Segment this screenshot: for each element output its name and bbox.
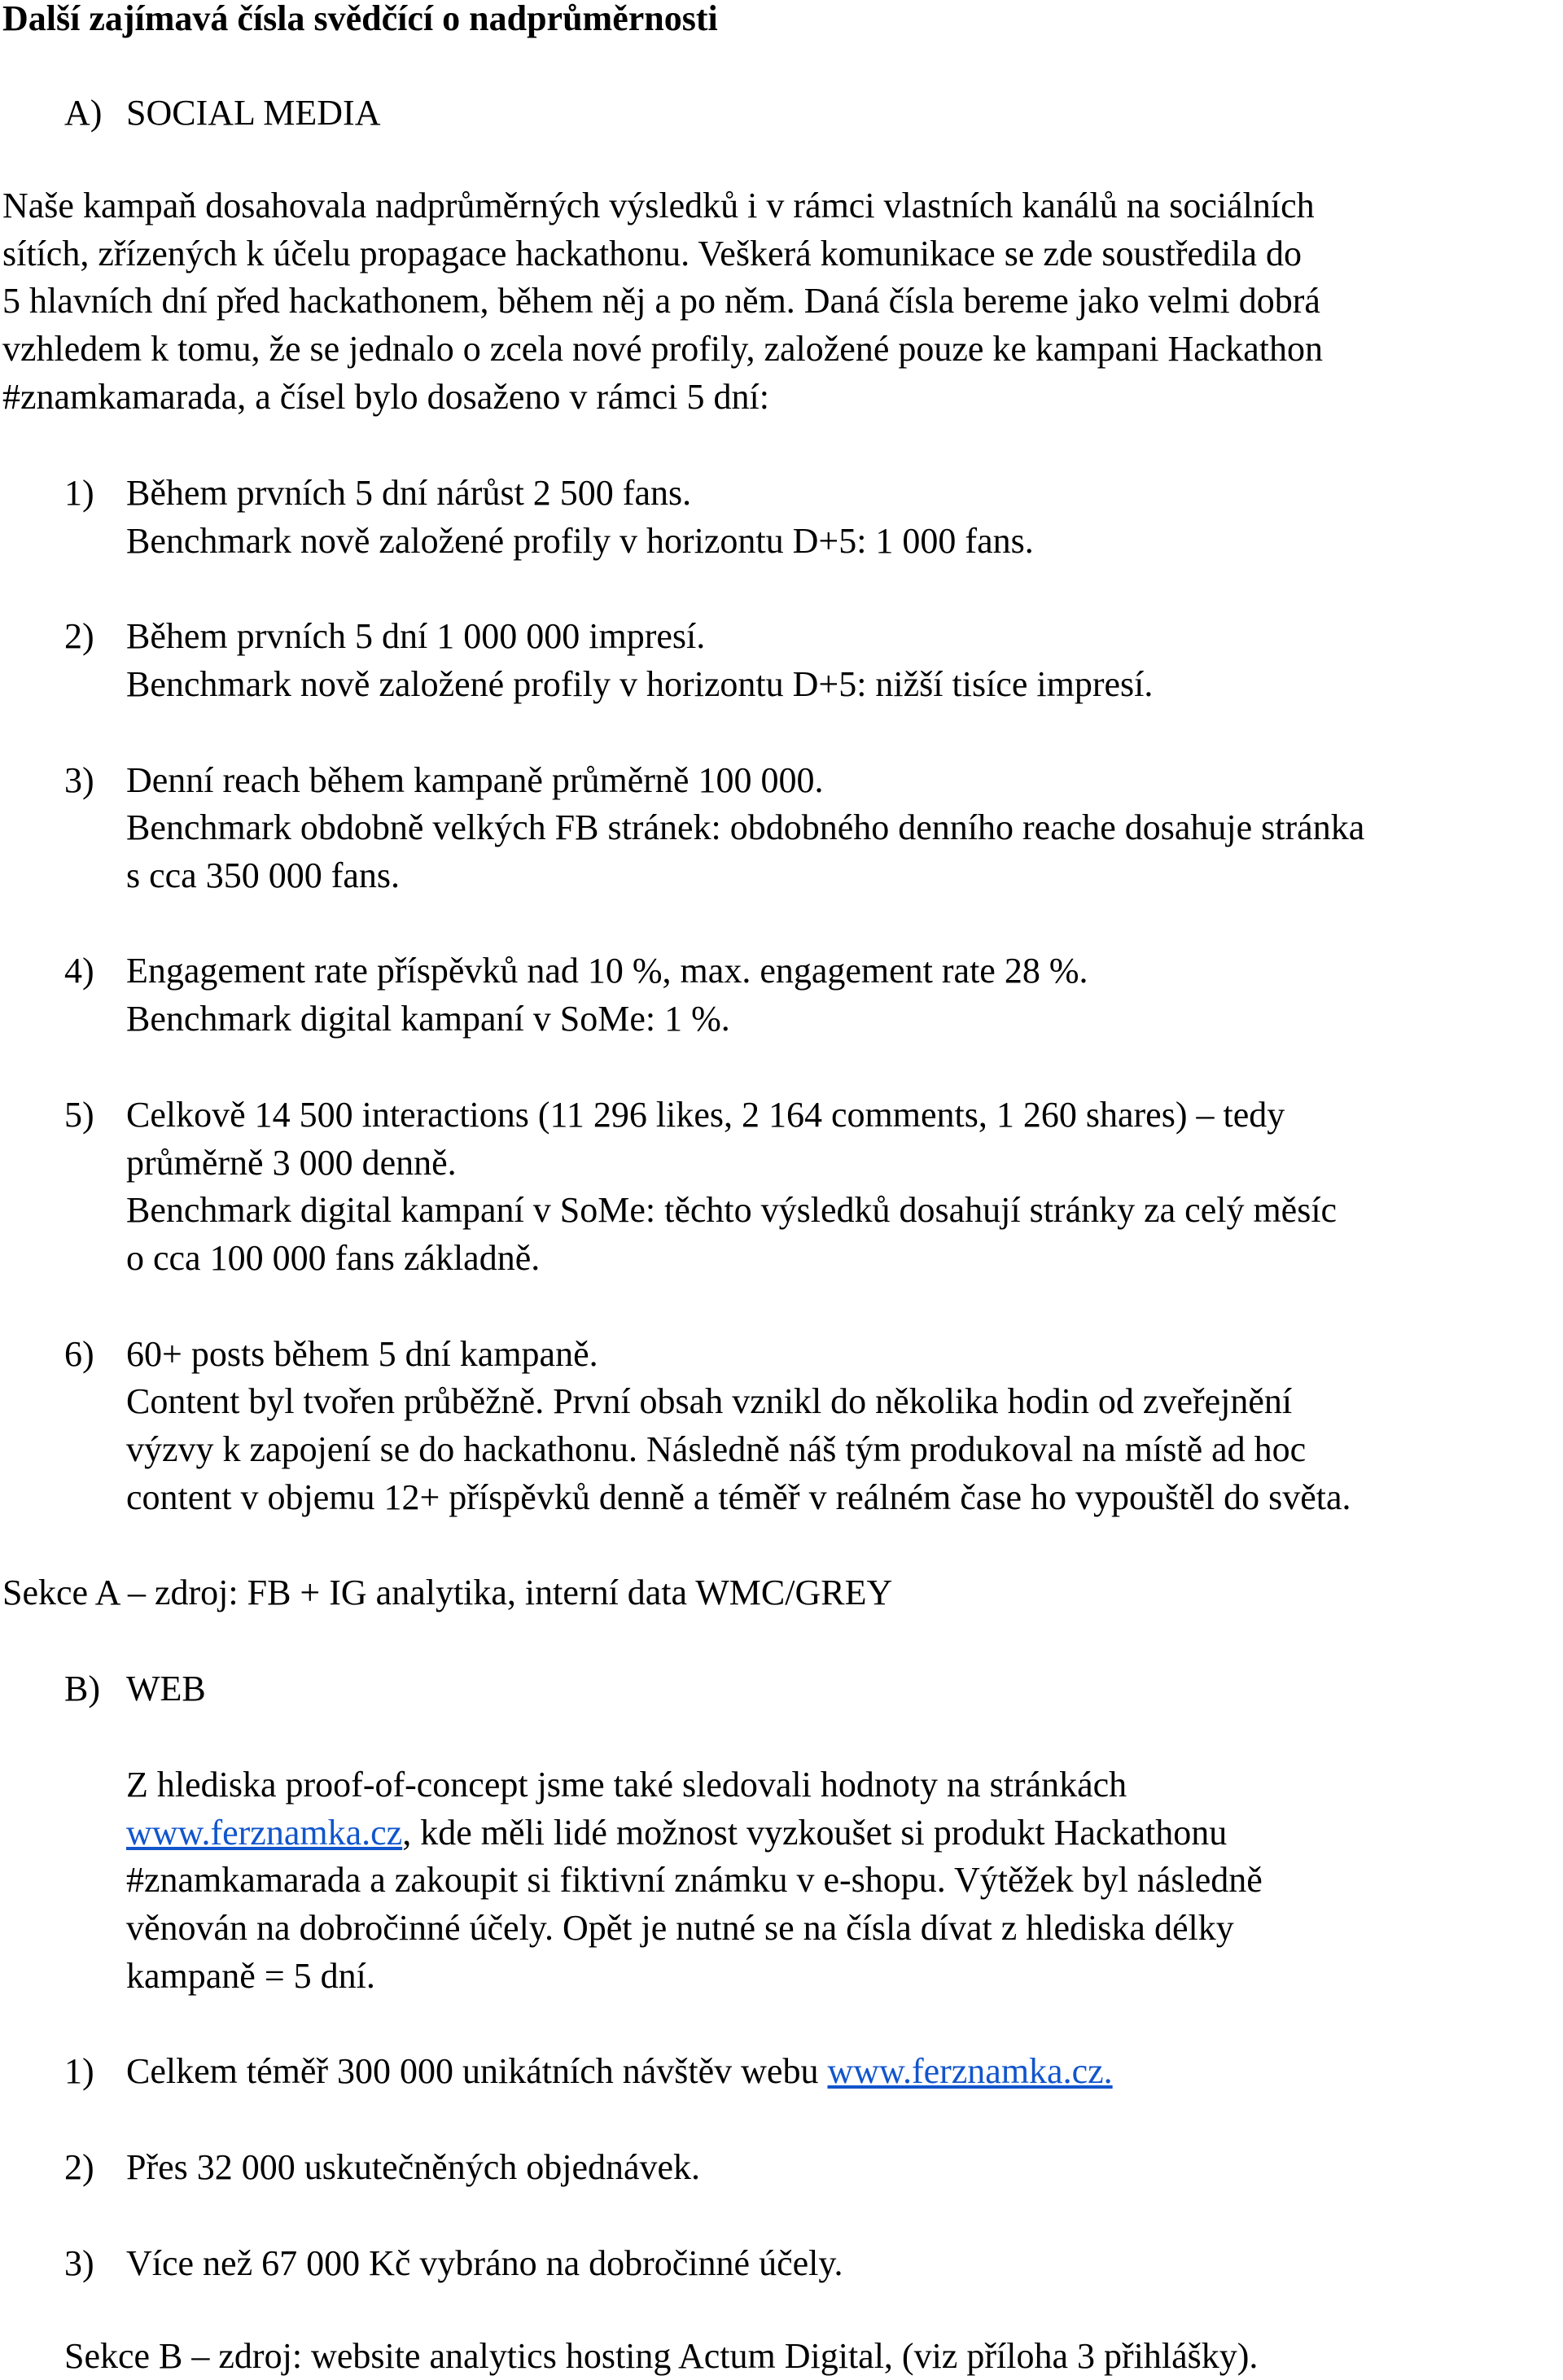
list-item-line: Benchmark obdobně velkých FB stránek: obdobného denního reache dosahuje stránka: [126, 807, 1365, 847]
intro-line: [126, 1809, 1227, 1857]
list-item-line: Benchmark nově založené profily v horizontu D+5: nižší tisíce impresí.: [126, 664, 1154, 704]
list-item-line: Benchmark digital kampaní v SoMe: těchto výsledků dosahují stránky za celý měsíc: [126, 1190, 1338, 1230]
list-item-number: 1): [64, 2051, 94, 2091]
intro-line: #znamkamarada, a čísel bylo dosaženo v rámci 5 dní:: [2, 377, 769, 417]
section-b-marker: B): [64, 1669, 100, 1708]
intro-line: kampaně = 5 dní.: [126, 1956, 375, 1996]
list-item-line: [126, 2048, 1113, 2095]
list-item-number: 3): [64, 2243, 94, 2283]
list-item-number: 5): [64, 1095, 94, 1135]
list-item-line: content v objemu 12+ příspěvků denně a téměř v reálném čase ho vypouštěl do světa.: [126, 1477, 1351, 1517]
list-item-line: 60+ posts během 5 dní kampaně.: [126, 1334, 598, 1374]
list-item-line: Benchmark nově založené profily v horizontu D+5: 1 000 fans.: [126, 521, 1034, 561]
section-b-title: WEB: [126, 1669, 206, 1708]
list-item-line: Benchmark digital kampaní v SoMe: 1 %.: [126, 999, 730, 1039]
list-item-line: Engagement rate příspěvků nad 10 %, max. engagement rate 28 %.: [126, 951, 1088, 991]
list-item-line: o cca 100 000 fans základně.: [126, 1238, 541, 1278]
list-item-line: výzvy k zapojení se do hackathonu. Následně náš tým produkoval na místě ad hoc: [126, 1429, 1307, 1469]
ferznamka-link[interactable]: www.ferznamka.cz: [126, 1813, 403, 1853]
list-item-number: 6): [64, 1334, 94, 1374]
list-item-line: průměrně 3 000 denně.: [126, 1143, 457, 1183]
list-item-line: Content byl tvořen průběžně. První obsah vznikl do několika hodin od zveřejnění: [126, 1381, 1293, 1421]
list-item-text: Celkem téměř 300 000 unikátních návštěv webu: [126, 2051, 828, 2091]
list-item-number: 2): [64, 616, 94, 656]
list-item-line: Celkově 14 500 interactions (11 296 likes, 2 164 comments, 1 260 shares) – tedy: [126, 1095, 1285, 1135]
list-item-line: Denní reach během kampaně průměrně 100 000.: [126, 760, 824, 800]
document-heading: Další zajímavá čísla svědčící o nadprůměrnosti: [2, 0, 718, 38]
section-a-source: Sekce A – zdroj: FB + IG analytika, interní data WMC/GREY: [2, 1573, 893, 1612]
intro-line: vzhledem k tomu, že se jednalo o zcela nové profily, založené pouze ke kampani Hackathon: [2, 329, 1324, 369]
section-b-source: Sekce B – zdroj: website analytics hosting Actum Digital, (viz příloha 3 přihlášky).: [64, 2336, 1259, 2376]
intro-line: Naše kampaň dosahovala nadprůměrných výsledků i v rámci vlastních kanálů na sociálních: [2, 186, 1315, 225]
list-item-line: Více než 67 000 Kč vybráno na dobročinné účely.: [126, 2243, 843, 2283]
section-a-title: SOCIAL MEDIA: [126, 93, 381, 133]
list-item-line: Během prvních 5 dní 1 000 000 impresí.: [126, 616, 706, 656]
list-item-number: 4): [64, 951, 94, 991]
ferznamka-link[interactable]: www.ferznamka.cz.: [827, 2051, 1113, 2091]
list-item-number: 1): [64, 473, 94, 513]
intro-line: #znamkamarada a zakoupit si fiktivní známku v e-shopu. Výtěžek byl následně: [126, 1860, 1263, 1900]
intro-line: sítích, zřízených k účelu propagace hackathonu. Veškerá komunikace se zde soustředila do: [2, 234, 1302, 273]
list-item-line: Během prvních 5 dní nárůst 2 500 fans.: [126, 473, 692, 513]
list-item-number: 3): [64, 760, 94, 800]
list-item-line: s cca 350 000 fans.: [126, 855, 401, 895]
intro-line: Z hlediska proof-of-concept jsme také sledovali hodnoty na stránkách: [126, 1765, 1127, 1805]
intro-line-text: , kde měli lidé možnost vyzkoušet si produkt Hackathonu: [402, 1813, 1228, 1853]
section-a-marker: A): [64, 93, 103, 133]
intro-line: 5 hlavních dní před hackathonem, během něj a po něm. Daná čísla bereme jako velmi dobrá: [2, 281, 1320, 321]
intro-line: věnován na dobročinné účely. Opět je nutné se na čísla dívat z hlediska délky: [126, 1908, 1234, 1948]
list-item-line: Přes 32 000 uskutečněných objednávek.: [126, 2147, 701, 2187]
list-item-number: 2): [64, 2147, 94, 2187]
